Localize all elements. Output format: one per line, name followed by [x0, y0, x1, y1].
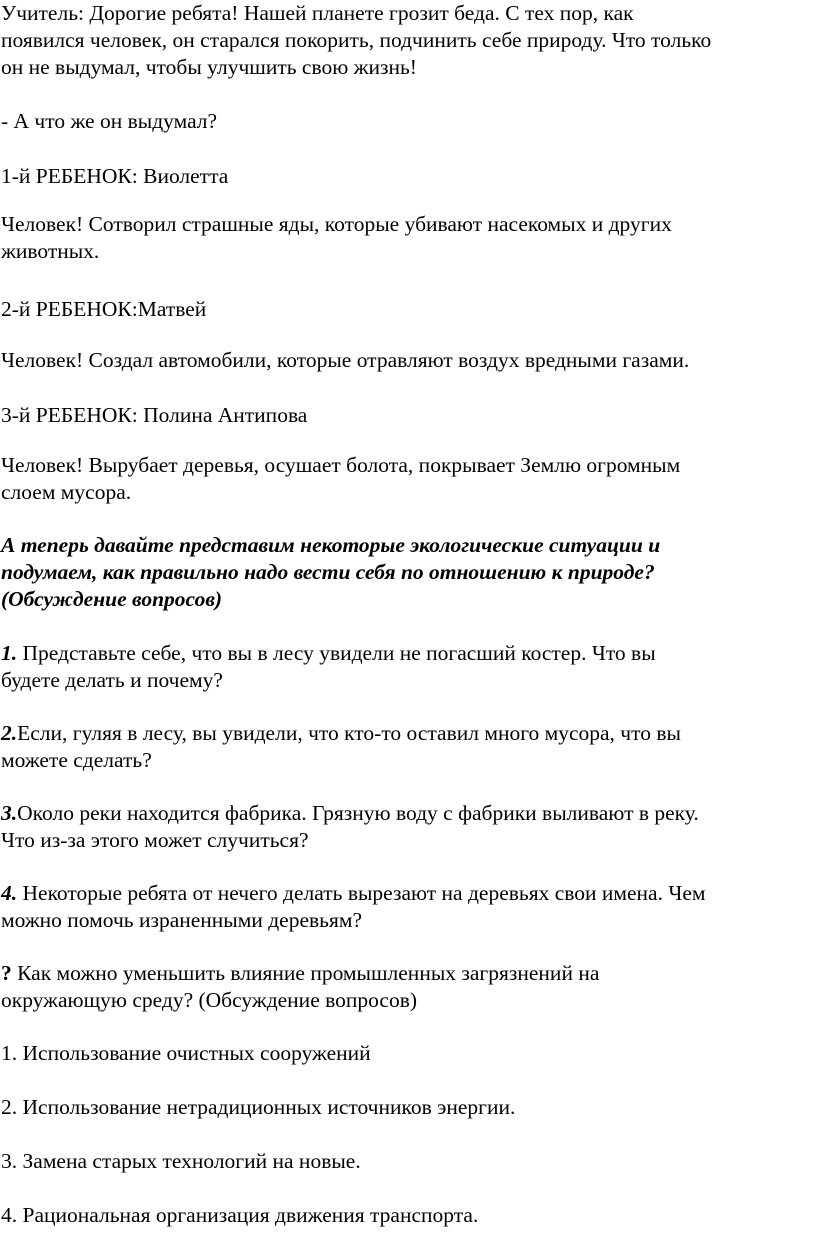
intro-line-3: он не выдумал, чтобы улучшить свою жизнь!	[1, 55, 417, 79]
answer-2-text: 2. Использование нетрадиционных источников энергии.	[1, 1095, 516, 1119]
teacher-question-text: - А что же он выдумал?	[1, 109, 218, 133]
child3-paragraph	[1, 452, 813, 506]
question-4	[1, 880, 813, 934]
answer-4	[1, 1202, 813, 1229]
intro-line-2: появился человек, он старался покорить, подчинить себе природу. Что только	[1, 28, 712, 52]
child2-paragraph	[1, 347, 813, 374]
child3-heading	[1, 402, 813, 429]
teacher-question	[1, 108, 813, 135]
intro-paragraph	[1, 0, 813, 81]
child1-heading	[1, 163, 813, 190]
question-3-line-1: Около реки находится фабрика. Грязную воду с фабрики выливают в реку.	[17, 801, 699, 825]
question-5-line-2: окружающую среду? (Обсуждение вопросов)	[1, 988, 418, 1012]
question-3	[1, 800, 813, 854]
answer-1	[1, 1040, 813, 1067]
question-1-line-2: будете делать и почему?	[1, 668, 223, 692]
question-2	[1, 720, 813, 774]
question-2-line-2: можете сделать?	[1, 748, 152, 772]
discussion-line-1: А теперь давайте представим некоторые экологические ситуации и	[1, 533, 661, 557]
child2-name: 2-й РЕБЕНОК:Матвей	[1, 297, 207, 321]
question-3-number: 3.	[1, 801, 18, 825]
question-2-number: 2.	[1, 721, 18, 745]
question-4-line-2: можно помочь израненными деревьям?	[1, 908, 362, 932]
question-4-number: 4.	[1, 881, 18, 905]
child1-line-1: Человек! Сотворил страшные яды, которые убивают насекомых и других	[1, 212, 672, 236]
discussion-line-3: (Обсуждение вопросов)	[1, 587, 223, 611]
answer-2	[1, 1094, 813, 1121]
child1-line-2: животных.	[1, 239, 100, 263]
answer-4-text: 4. Рациональная организация движения транспорта.	[1, 1203, 479, 1227]
child2-text: Человек! Создал автомобили, которые отравляют воздух вредными газами.	[1, 348, 690, 372]
intro-line-1: Учитель: Дорогие ребята! Нашей планете грозит беда. С тех пор, как	[1, 1, 634, 25]
child3-name: 3-й РЕБЕНОК: Полина Антипова	[1, 403, 308, 427]
answer-3	[1, 1148, 813, 1175]
answer-3-text: 3. Замена старых технологий на новые.	[1, 1149, 361, 1173]
discussion-intro	[1, 532, 813, 613]
question-1	[1, 640, 813, 694]
answer-1-text: 1. Использование очистных сооружений	[1, 1041, 371, 1065]
question-1-number: 1.	[1, 641, 18, 665]
question-2-line-1: Если, гуляя в лесу, вы увидели, что кто-то оставил много мусора, что вы	[17, 721, 681, 745]
discussion-line-2: подумаем, как правильно надо вести себя по отношению к природе?	[1, 560, 655, 584]
question-5-mark: ?	[1, 961, 12, 985]
question-1-line-1: Представьте себе, что вы в лесу увидели не погасший костер. Что вы	[17, 641, 656, 665]
question-5	[1, 960, 813, 1014]
child2-heading	[1, 296, 813, 323]
child3-line-2: слоем мусора.	[1, 480, 132, 504]
child3-line-1: Человек! Вырубает деревья, осушает болота, покрывает Землю огромным	[1, 453, 681, 477]
child1-name: 1-й РЕБЕНОК: Виолетта	[1, 164, 229, 188]
question-3-line-2: Что из-за этого может случиться?	[1, 828, 309, 852]
child1-paragraph	[1, 211, 813, 265]
question-4-line-1: Некоторые ребята от нечего делать вырезают на деревьях свои имена. Чем	[17, 881, 706, 905]
question-5-line-1: Как можно уменьшить влияние промышленных загрязнений на	[11, 961, 600, 985]
